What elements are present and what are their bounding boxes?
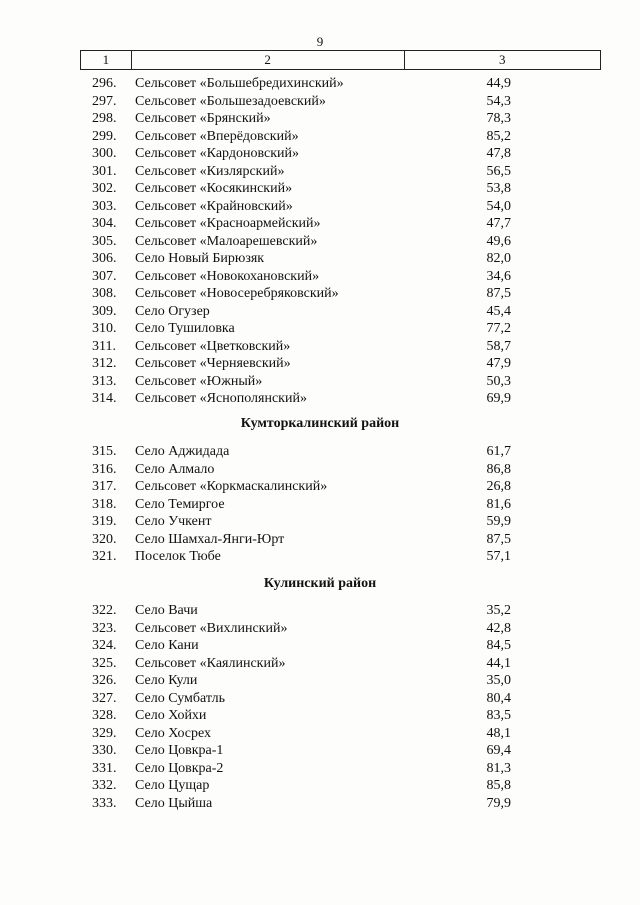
table-row: [80, 93, 601, 110]
row-number: 308.: [92, 286, 117, 301]
table-row: [80, 725, 601, 742]
table-row: [80, 215, 601, 232]
row-name: Село Кани: [135, 638, 199, 653]
row-number: 328.: [92, 708, 117, 723]
row-name: Село Кули: [135, 673, 198, 688]
row-name: Село Цущар: [135, 778, 210, 793]
table-row: [80, 268, 601, 285]
row-name: Село Вачи: [135, 603, 198, 618]
column-header-3: 3: [404, 51, 601, 70]
row-number: 333.: [92, 795, 117, 811]
row-value: 50,3: [486, 373, 511, 389]
row-number: 312.: [92, 356, 117, 371]
row-name: Сельсовет «Новосеребряковский»: [135, 286, 339, 301]
row-number: 310.: [92, 321, 117, 336]
district-heading-kumtorkala: Кумторкалинский район: [240, 416, 400, 431]
row-number: 303.: [92, 198, 117, 214]
table-row: [80, 338, 601, 355]
row-number: 317.: [92, 479, 117, 494]
row-number: 311.: [92, 338, 116, 354]
row-value: 56,5: [486, 163, 511, 179]
row-value: 53,8: [486, 181, 511, 196]
row-value: 77,2: [486, 321, 511, 336]
row-number: 327.: [92, 690, 117, 706]
table-row: [80, 496, 601, 513]
column-header-1: 1: [81, 51, 132, 70]
row-name: Село Огузер: [135, 303, 210, 319]
row-value: 59,9: [486, 514, 511, 529]
row-value: 35,2: [486, 603, 511, 618]
row-value: 78,3: [486, 111, 511, 126]
row-value: 26,8: [486, 479, 511, 494]
table-row: [80, 285, 601, 302]
row-number: 306.: [92, 251, 117, 266]
table-row: [80, 320, 601, 337]
table-row: [80, 163, 601, 180]
row-value: 83,5: [486, 708, 511, 723]
row-number: 301.: [92, 163, 117, 179]
table-row: [80, 355, 601, 372]
row-number: 315.: [92, 444, 117, 459]
table-row: [80, 637, 601, 654]
table-row: [80, 303, 601, 320]
row-name: Сельсовет «Красноармейский»: [135, 216, 321, 231]
row-value: 44,9: [486, 76, 511, 91]
row-value: 79,9: [486, 795, 511, 811]
row-name: Село Цовкра-2: [135, 760, 224, 776]
row-value: 87,5: [486, 531, 511, 547]
row-number: 313.: [92, 373, 117, 389]
row-value: 48,1: [486, 725, 511, 741]
row-name: Поселок Тюбе: [135, 549, 221, 564]
table-row: [80, 250, 601, 267]
table-row: [80, 602, 601, 619]
table-row: [80, 742, 601, 759]
row-name: Сельсовет «Большебредихинский»: [135, 76, 344, 91]
row-number: 322.: [92, 603, 117, 618]
row-number: 329.: [92, 725, 117, 741]
row-number: 332.: [92, 778, 117, 793]
row-value: 80,4: [486, 690, 511, 706]
table-row: [80, 443, 601, 460]
table-row: [80, 233, 601, 250]
table-row: [80, 390, 601, 407]
row-number: 323.: [92, 620, 117, 636]
row-value: 34,6: [486, 268, 511, 284]
district-heading-kulinsky: Кулинский район: [263, 576, 377, 591]
row-name: Сельсовет «Косякинский»: [135, 181, 293, 196]
row-value: 49,6: [486, 233, 511, 249]
table-row: [80, 513, 601, 530]
row-name: Сельсовет «Брянский»: [135, 111, 271, 126]
table-row: [80, 690, 601, 707]
table-row: [80, 128, 601, 145]
row-number: 298.: [92, 111, 117, 126]
row-number: 297.: [92, 93, 117, 109]
row-number: 304.: [92, 216, 117, 231]
row-number: 324.: [92, 638, 117, 653]
table-row: [80, 760, 601, 777]
table-row: [80, 777, 601, 794]
row-name: Сельсовет «Новокохановский»: [135, 268, 320, 284]
row-name: Село Новый Бирюзяк: [135, 251, 265, 266]
row-number: 316.: [92, 461, 117, 477]
row-value: 86,8: [486, 461, 511, 477]
row-number: 320.: [92, 531, 117, 547]
row-name: Сельсовет «Вперёдовский»: [135, 128, 299, 144]
row-name: Село Аджидада: [135, 444, 230, 459]
row-value: 35,0: [486, 673, 511, 688]
row-value: 85,2: [486, 128, 511, 144]
table-row: [80, 672, 601, 689]
row-value: 69,4: [486, 743, 511, 758]
row-name: Сельсовет «Цветковский»: [135, 338, 291, 354]
row-name: Сельсовет «Южный»: [135, 373, 263, 389]
table-row: [80, 110, 601, 127]
row-name: Село Шамхал-Янги-Юрт: [135, 531, 285, 547]
row-number: 314.: [92, 391, 117, 406]
row-name: Сельсовет «Черняевский»: [135, 356, 291, 371]
table-row: [80, 461, 601, 478]
row-value: 45,4: [486, 303, 511, 319]
row-name: Сельсовет «Яснополянский»: [135, 391, 307, 406]
row-number: 305.: [92, 233, 117, 249]
row-value: 58,7: [486, 338, 511, 354]
table-row: [80, 145, 601, 162]
row-number: 325.: [92, 655, 117, 671]
row-value: 82,0: [486, 251, 511, 266]
row-value: 61,7: [486, 444, 511, 459]
table-row: [80, 620, 601, 637]
row-number: 326.: [92, 673, 117, 688]
row-name: Сельсовет «Малоарешевский»: [135, 233, 318, 249]
table-row: [80, 373, 601, 390]
row-name: Сельсовет «Кардоновский»: [135, 146, 299, 161]
row-number: 330.: [92, 743, 117, 758]
row-value: 87,5: [486, 286, 511, 301]
row-number: 309.: [92, 303, 117, 319]
row-number: 302.: [92, 181, 117, 196]
row-value: 81,3: [486, 760, 511, 776]
row-name: Село Хосрех: [135, 725, 212, 741]
row-value: 57,1: [486, 549, 511, 564]
row-value: 42,8: [486, 620, 511, 636]
table-row: [80, 707, 601, 724]
row-name: Сельсовет «Коркмаскалинский»: [135, 479, 328, 494]
row-number: 307.: [92, 268, 117, 284]
row-value: 47,8: [486, 146, 511, 161]
row-number: 300.: [92, 146, 117, 161]
row-name: Сельсовет «Крайновский»: [135, 198, 293, 214]
row-value: 81,6: [486, 496, 511, 512]
table-row: [80, 531, 601, 548]
table-row: [80, 198, 601, 215]
row-value: 54,3: [486, 93, 511, 109]
row-number: 331.: [92, 760, 117, 776]
row-value: 85,8: [486, 778, 511, 793]
table-row: [80, 795, 601, 812]
row-name: Сельсовет «Вихлинский»: [135, 620, 288, 636]
row-name: Село Хойхи: [135, 708, 207, 723]
row-name: Село Темиргое: [135, 496, 225, 512]
row-name: Сельсовет «Кизлярский»: [135, 163, 285, 179]
row-value: 44,1: [486, 655, 511, 671]
table-row: [80, 478, 601, 495]
row-name: Село Цовкра-1: [135, 743, 224, 758]
row-name: Сельсовет «Каялинский»: [135, 655, 286, 671]
row-name: Село Тушиловка: [135, 321, 235, 336]
row-name: Село Цыйша: [135, 795, 213, 811]
column-header-2: 2: [131, 51, 404, 70]
row-value: 47,7: [486, 216, 511, 231]
table-row: [80, 180, 601, 197]
row-number: 318.: [92, 496, 117, 512]
table-row: [80, 548, 601, 565]
row-value: 84,5: [486, 638, 511, 653]
row-number: 296.: [92, 76, 117, 91]
row-name: Сельсовет «Большезадоевский»: [135, 93, 326, 109]
table-row: [80, 75, 601, 92]
row-name: Село Учкент: [135, 514, 212, 529]
row-number: 319.: [92, 514, 117, 529]
row-value: 47,9: [486, 356, 511, 371]
row-number: 321.: [92, 549, 117, 564]
row-number: 299.: [92, 128, 117, 144]
page-number: 9: [316, 34, 324, 49]
row-name: Село Сумбатль: [135, 690, 225, 706]
column-header-table: [80, 50, 601, 70]
table-row: [80, 655, 601, 672]
row-name: Село Алмало: [135, 461, 215, 477]
row-value: 54,0: [486, 198, 511, 214]
row-value: 69,9: [486, 391, 511, 406]
